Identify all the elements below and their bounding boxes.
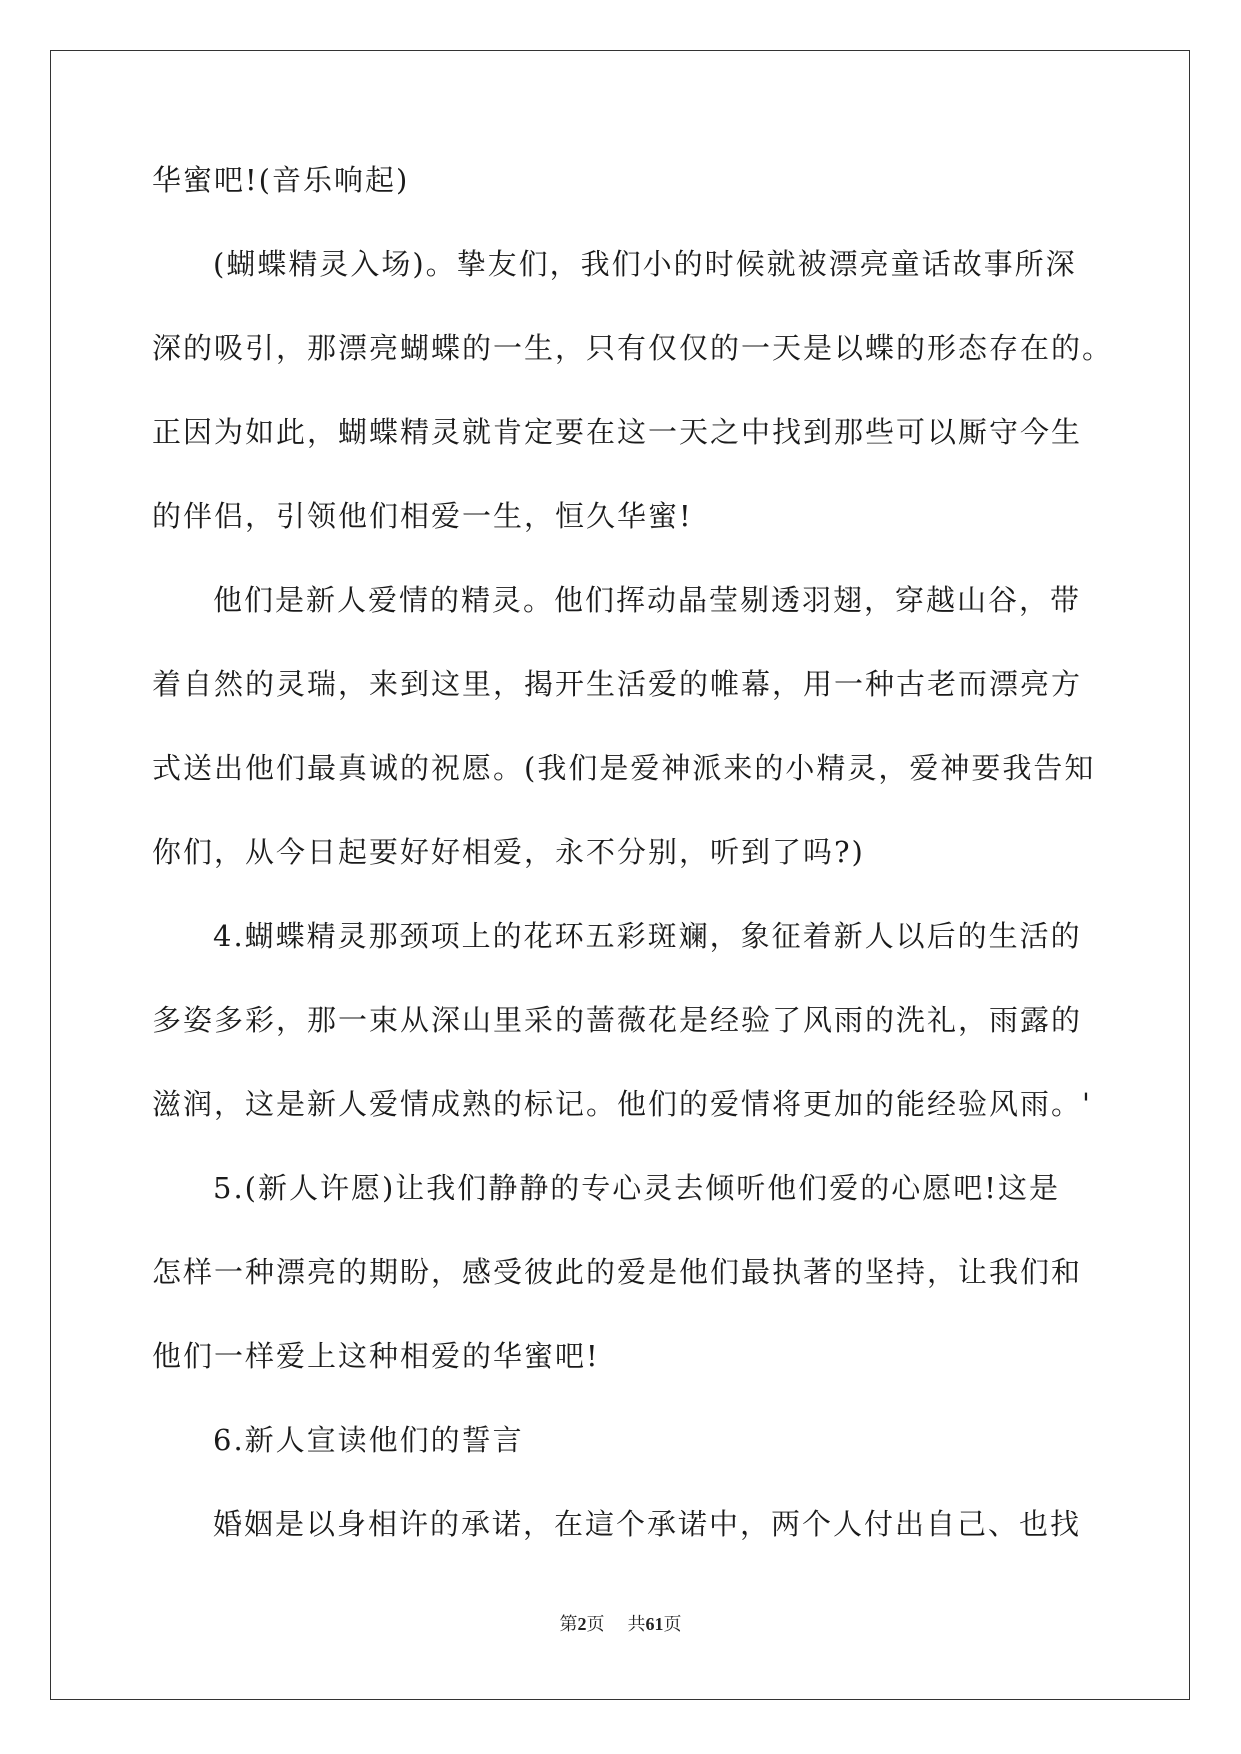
total-suffix: 页 bbox=[663, 1614, 682, 1635]
document-body bbox=[152, 160, 1114, 1588]
page-number: 2 bbox=[577, 1614, 587, 1634]
text-line: 深的吸引，那漂亮蝴蝶的一生，只有仅仅的一天是以蝶的形态存在的。 bbox=[152, 331, 1114, 365]
text-line: 你们，从今日起要好好相爱，永不分别，听到了吗?) bbox=[152, 835, 865, 869]
text-line: 他们一样爱上这种相爱的华蜜吧! bbox=[152, 1339, 600, 1373]
text-line: 着自然的灵瑞，来到这里，揭开生活爱的帷幕，用一种古老而漂亮方 bbox=[152, 667, 1083, 701]
page-suffix: 页 bbox=[586, 1614, 605, 1635]
total-prefix: 共 bbox=[627, 1614, 646, 1635]
text-line: 4.蝴蝶精灵那颈项上的花环五彩斑斓，象征着新人以后的生活的 bbox=[213, 919, 1082, 953]
text-line: 华蜜吧!(音乐响起) bbox=[152, 163, 410, 197]
text-line: 怎样一种漂亮的期盼，感受彼此的爱是他们最执著的坚持，让我们和 bbox=[152, 1255, 1083, 1289]
text-line: 的伴侣，引领他们相爱一生，恒久华蜜! bbox=[152, 499, 693, 533]
text-line: 他们是新人爱情的精灵。他们挥动晶莹剔透羽翅，穿越山谷，带 bbox=[213, 583, 1082, 617]
text-line: 6.新人宣读他们的誓言 bbox=[213, 1423, 524, 1457]
total-pages: 61 bbox=[645, 1614, 664, 1634]
text-line: 婚姻是以身相许的承诺，在這个承诺中，两个人付出自己、也找 bbox=[213, 1507, 1082, 1541]
text-line: (蝴蝶精灵入场)。挚友们，我们小的时候就被漂亮童话故事所深 bbox=[213, 247, 1077, 281]
page-footer bbox=[0, 1610, 1241, 1636]
text-line: 滋润，这是新人爱情成熟的标记。他们的爱情将更加的能经验风雨。' bbox=[152, 1087, 1092, 1121]
text-line: 5.(新人许愿)让我们静静的专心灵去倾听他们爱的心愿吧!这是 bbox=[213, 1171, 1060, 1205]
text-line: 正因为如此，蝴蝶精灵就肯定要在这一天之中找到那些可以厮守今生 bbox=[152, 415, 1083, 449]
text-line: 多姿多彩，那一束从深山里采的蔷薇花是经验了风雨的洗礼，雨露的 bbox=[152, 1003, 1083, 1037]
page-prefix: 第 bbox=[559, 1614, 578, 1635]
text-line: 式送出他们最真诚的祝愿。(我们是爱神派来的小精灵，爱神要我告知 bbox=[152, 751, 1096, 785]
